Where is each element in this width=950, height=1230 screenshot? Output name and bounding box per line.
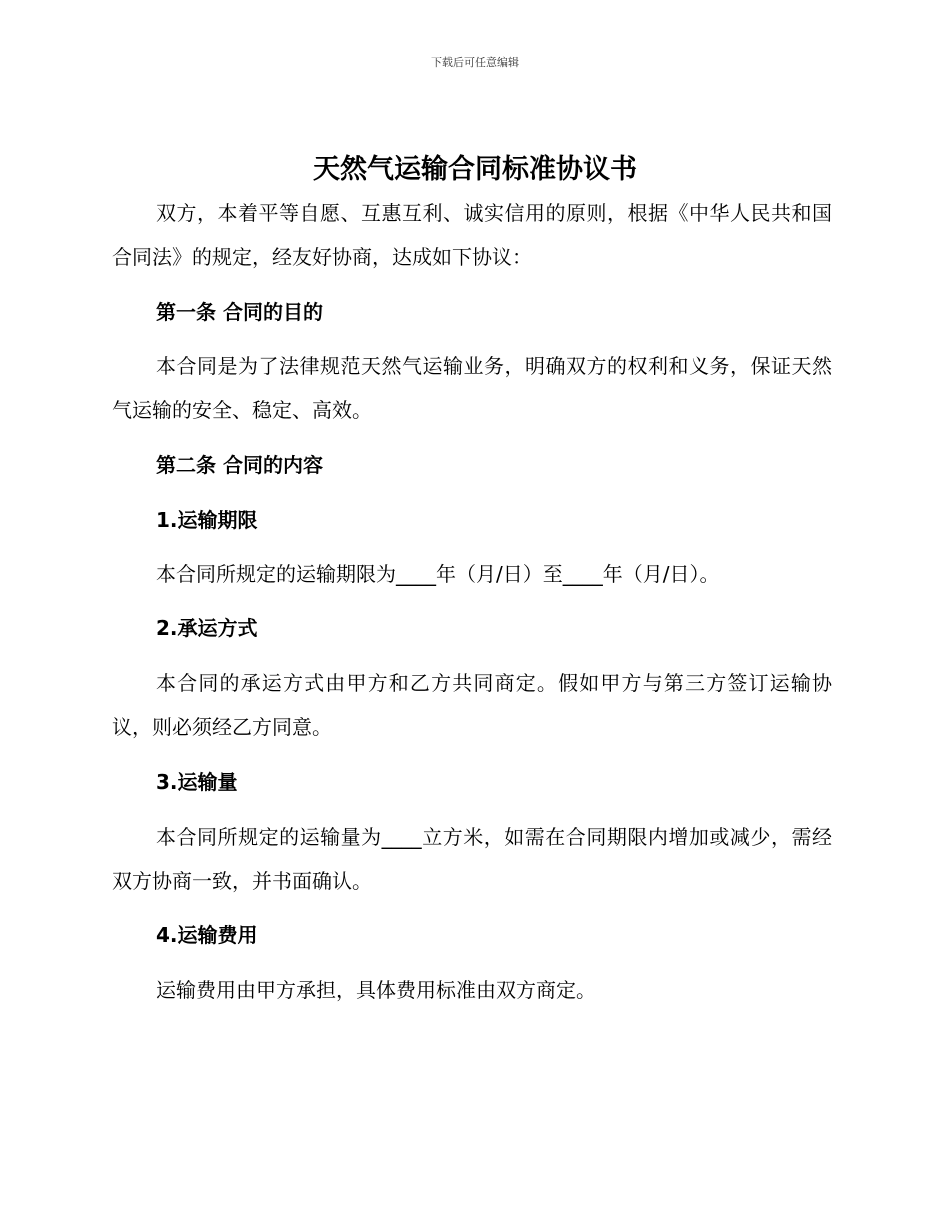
article-1-heading: 第一条 合同的目的 bbox=[156, 300, 323, 324]
document-title: 天然气运输合同标准协议书 bbox=[313, 154, 637, 185]
section-1-body: 本合同所规定的运输期限为____年（月/日）至____年（月/日）。 bbox=[156, 562, 720, 586]
section-3-heading: 3.运输量 bbox=[156, 770, 238, 794]
section-3-body: 本合同所规定的运输量为____立方米，如需在合同期限内增加或减少，需经双方协商一致，并书面确认。 bbox=[112, 825, 832, 893]
section-4-body: 运输费用由甲方承担，具体费用标准由双方商定。 bbox=[156, 978, 596, 1002]
intro-paragraph: 双方，本着平等自愿、互惠互利、诚实信用的原则，根据《中华人民共和国合同法》的规定，经友好协商，达成如下协议： bbox=[112, 201, 832, 269]
article-2-heading: 第二条 合同的内容 bbox=[156, 453, 323, 477]
section-1-heading: 1.运输期限 bbox=[156, 508, 258, 532]
article-1-body: 本合同是为了法律规范天然气运输业务，明确双方的权利和义务，保证天然气运输的安全、稳定、高效。 bbox=[112, 354, 832, 422]
section-2-heading: 2.承运方式 bbox=[156, 616, 258, 640]
section-2-body: 本合同的承运方式由甲方和乙方共同商定。假如甲方与第三方签订运输协议，则必须经乙方同意。 bbox=[112, 671, 832, 739]
section-4-heading: 4.运输费用 bbox=[156, 923, 258, 947]
page-header-note: 下载后可任意编辑 bbox=[431, 56, 519, 69]
